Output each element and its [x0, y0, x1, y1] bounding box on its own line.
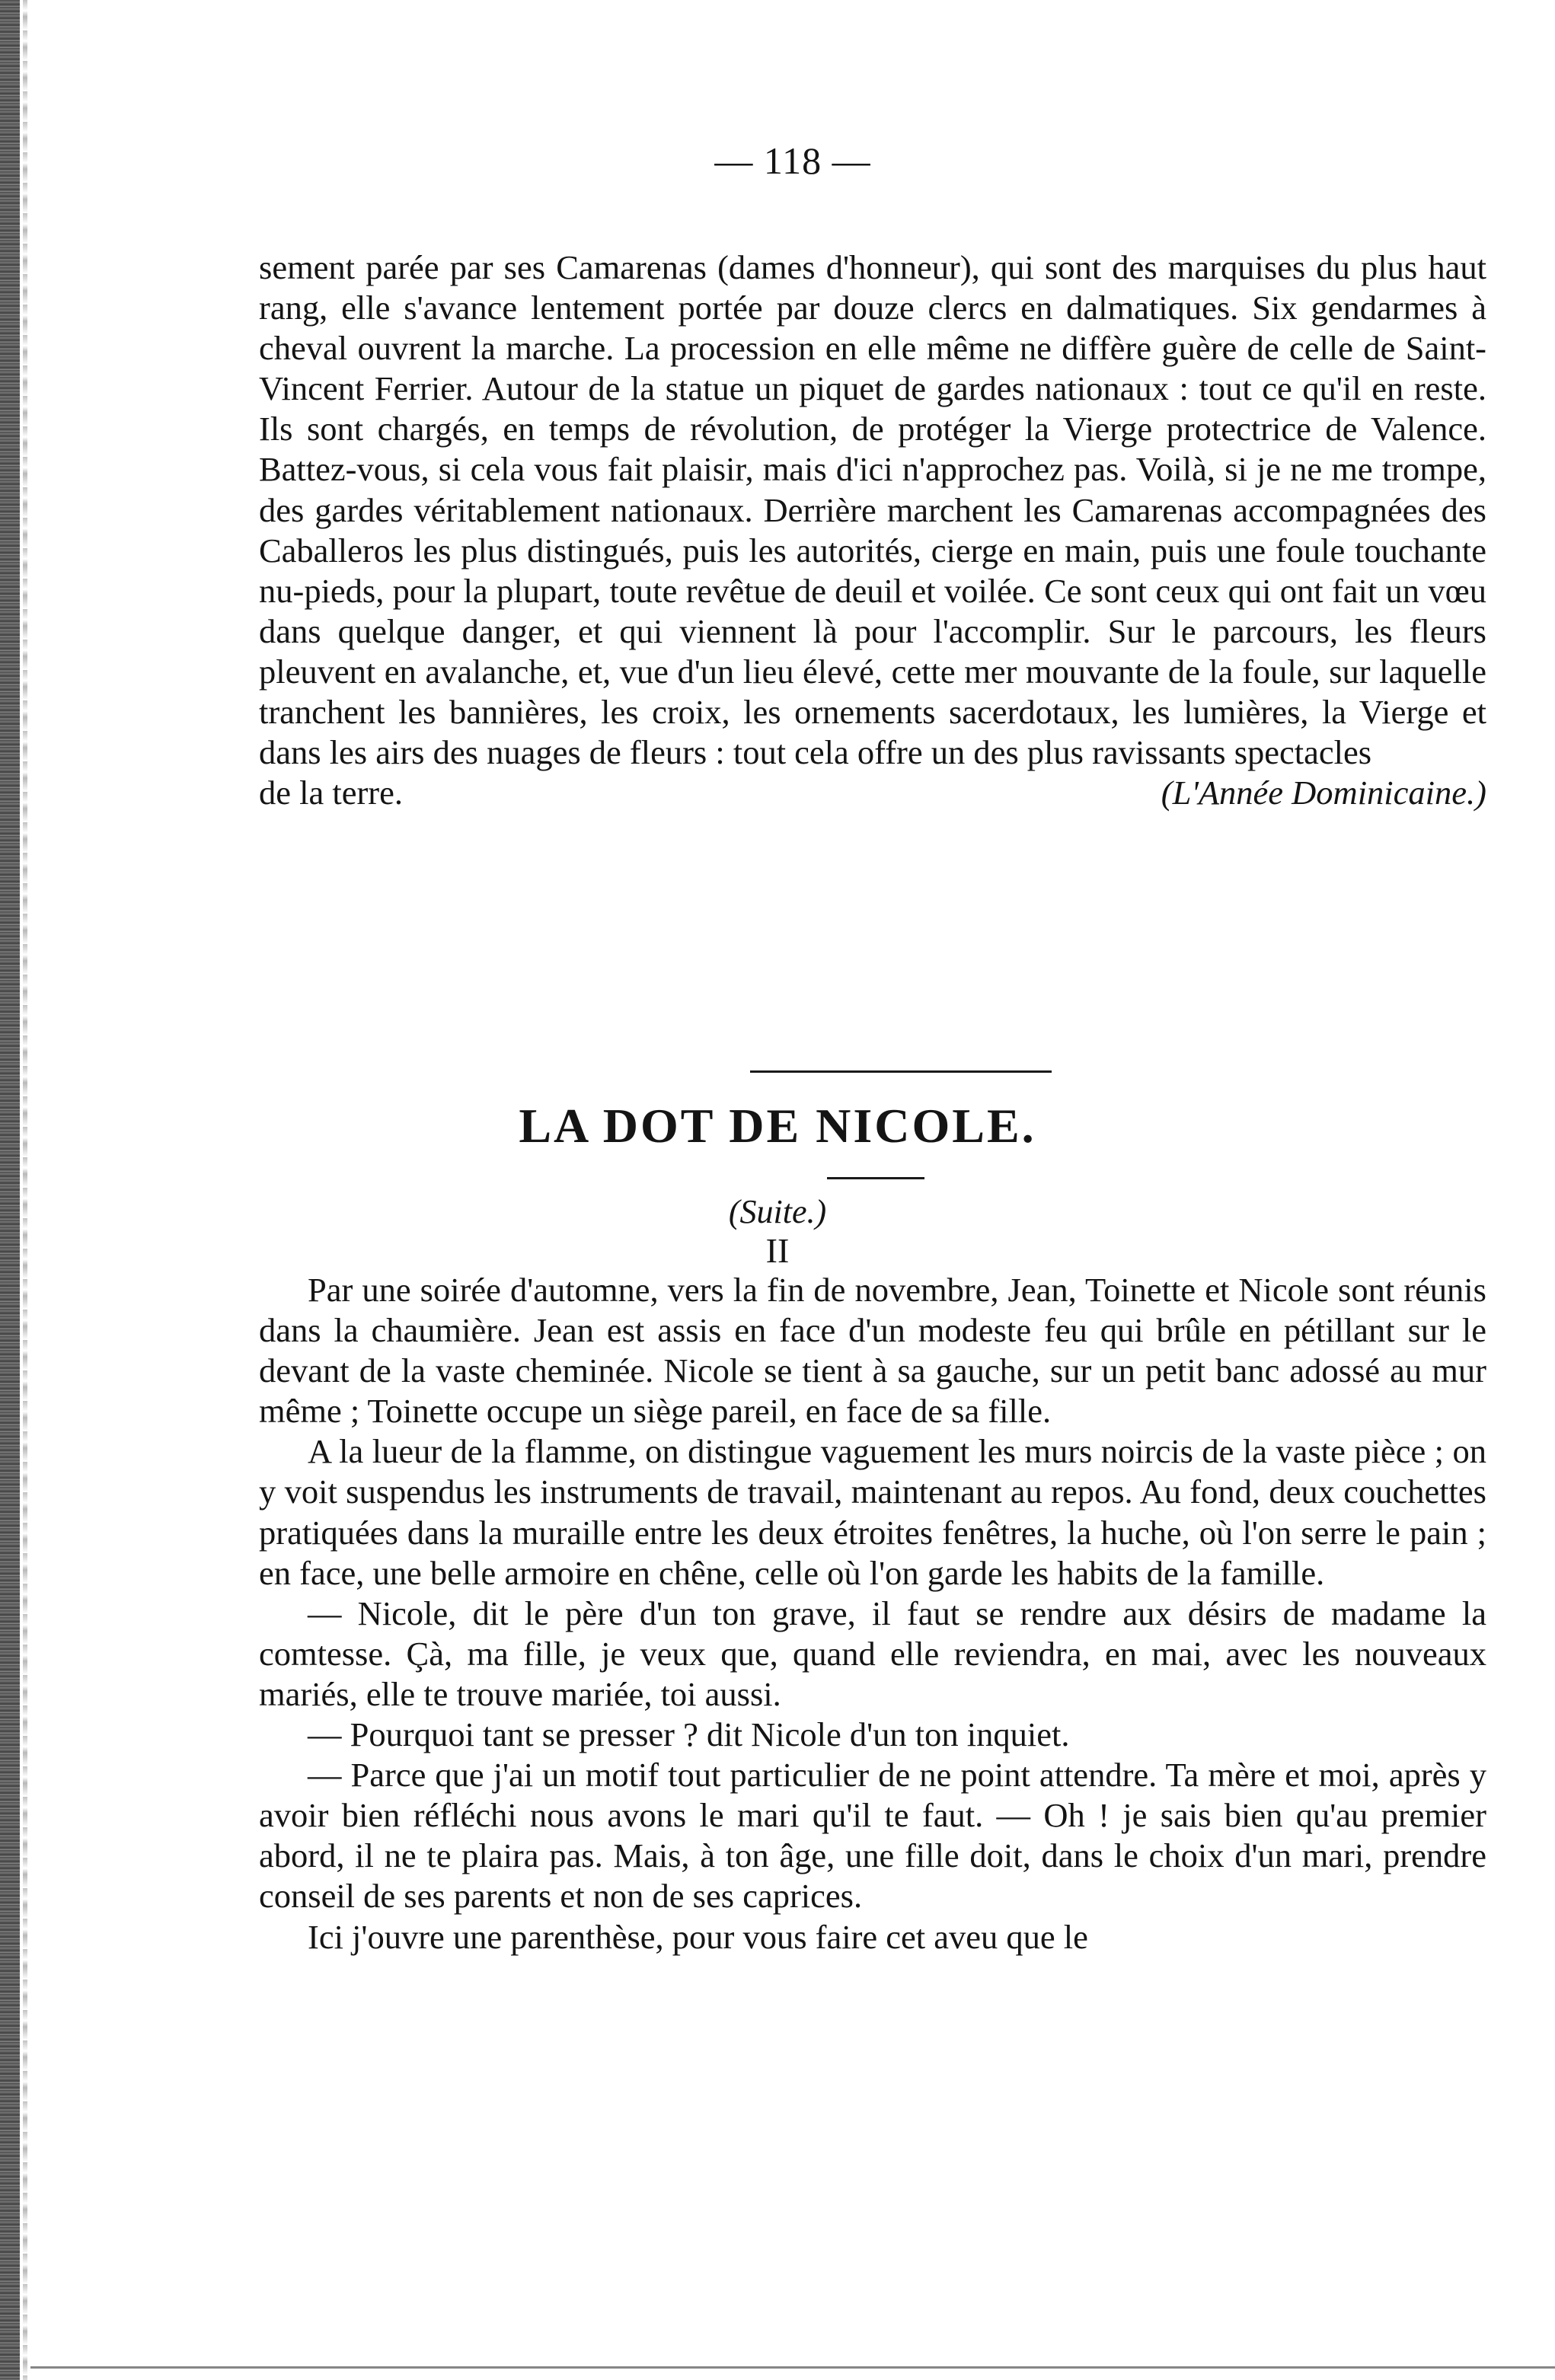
story-paragraph: — Pourquoi tant se presser ? dit Nicole d'un ton inquiet. — [308, 1715, 1070, 1754]
story-paragraph: Par une soirée d'automne, vers la fin de novembre, Jean, Toinette et Nicole sont réunis dans la chaumière. Jean est assis en face d'un modeste feu qui brûle en pétillant sur le devant de la vaste cheminée. Nicole se tient à sa gauche, sur un petit banc adossé au mur même ; Toinette occupe un siège pareil, en face de sa fille. — [259, 1271, 1486, 1431]
title-underline — [827, 1177, 924, 1179]
story-paragraph: — Parce que j'ai un motif tout particulier de ne point attendre. Ta mère et moi, après y avoir bien réfléchi nous avons le mari qu'il te faut. — Oh ! je sais bien qu'au premier abord, il ne te plaira pas. Mais, à ton âge, une fille doit, dans le choix d'un mari, prendre conseil de ses parents et non de ses caprices. — [259, 1756, 1486, 1916]
section-divider — [750, 1070, 1052, 1073]
chapter-number: II — [765, 1231, 790, 1270]
last-line-text: de la terre. — [259, 774, 403, 812]
page-bottom-edge — [30, 2366, 1555, 2369]
story-paragraph: A la lueur de la flamme, on distingue vaguement les murs noircis de la vaste pièce ; on y voit suspendus les instruments de travail, maintenant au repos. Au fond, deux couchettes pratiquées dans la muraille entre les deux étroites fenêtres, la huche, où l'on serre le pain ; en face, une belle armoire en chêne, celle où l'on garde les habits de la famille. — [259, 1432, 1486, 1592]
attribution-line — [259, 773, 1486, 813]
binding-edge — [0, 0, 20, 2380]
continued-paragraph: sement parée par ses Camarenas (dames d'honneur), qui sont des marquises du plus haut rang, elle s'avance lentement portée par douze clercs en dalmatiques. Six gendarmes à cheval ouvrent la marche. La procession en elle même ne diffère guère de celle de Saint-Vincent Ferrier. Autour de la statue un piquet de gardes nationaux : tout ce qu'il en reste. Ils sont chargés, en temps de révolution, de protéger la Vierge protectrice de Valence. Battez-vous, si cela vous fait plaisir, mais d'ici n'approchez pas. Voilà, si je ne me trompe, des gardes véritablement nationaux. Derrière marchent les Camarenas accompagnées des Caballeros les plus distingués, puis les autorités, cierge en main, puis une foule touchante nu-pieds, pour la plupart, toute revêtue de deuil et voilée. Ce sont ceux qui ont fait un vœu dans quelque danger, et qui viennent là pour l'accomplir. Sur le parcours, les fleurs pleuvent en avalanche, et, vue d'un lieu élevé, cette mer mouvante de la foule, sur laquelle tranchent les bannières, les croix, les ornements sacerdotaux, les lumières, la Vierge et dans les airs des nuages de fleurs : tout cela offre un des plus ravissants spectacles — [259, 248, 1486, 772]
continued-text-block — [259, 247, 1486, 813]
section-title: LA DOT DE NICOLE. — [519, 1099, 1036, 1153]
source-citation: (L'Année Dominicaine.) — [1161, 774, 1486, 812]
story-paragraph: Ici j'ouvre une parenthèse, pour vous faire cet aveu que le — [308, 1917, 1088, 1956]
story-text-block — [259, 1270, 1486, 1957]
page-number: — 118 — — [714, 139, 871, 182]
story-paragraph: — Nicole, dit le père d'un ton grave, il faut se rendre aux désirs de madame la comtesse. Çà, ma fille, je veux que, quand elle reviendra, en mai, avec les nouveaux mariés, elle te trouve mariée, toi aussi. — [259, 1594, 1486, 1713]
suite-label: (Suite.) — [728, 1193, 827, 1230]
binding-edge-shadow — [23, 0, 27, 2380]
